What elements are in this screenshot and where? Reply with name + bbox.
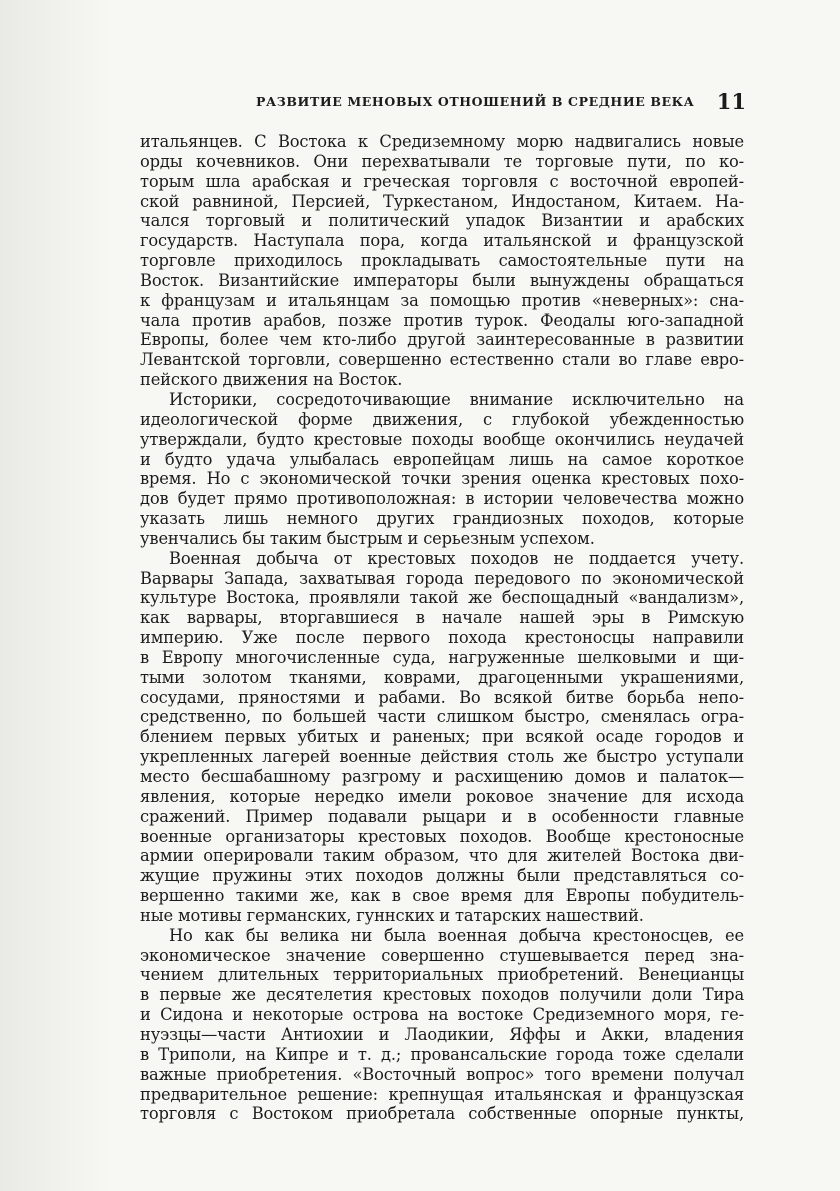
text-line: в Триполи, на Кипре и т. д.; провансальские города тоже сделали [140,1044,744,1064]
text-line: явления, которые нередко имели роковое значение для исхода [140,786,744,806]
text-line: Но как бы велика ни была военная добыча крестоносцев, ее [169,925,744,945]
text-line: культуре Востока, проявляли такой же беспощадный «вандализм», [140,588,744,608]
text-line: Восток. Византийские императоры были вынуждены обращаться [140,270,744,290]
text-line: империю. Уже после первого похода крестоносцы направили [140,628,744,648]
text-line: сражений. Пример подавали рыцари и в особенности главные [140,806,744,826]
text-line: увенчались бы таким быстрым и серьезным успехом. [140,528,595,548]
text-line: место бесшабашному разгрому и расхищению домов и палаток— [140,767,744,786]
text-line: государств. Наступала пора, когда итальянской и французской [140,231,744,251]
body-text [140,132,744,1124]
text-line: Историки, сосредоточивающие внимание исключительно на [169,389,744,409]
text-line: тыми золотом тканями, коврами, драгоценными украшениями, [140,667,744,687]
page-header [256,89,746,114]
text-line: и Сидона и некоторые острова на востоке Средиземного моря, ге- [140,1005,744,1025]
text-line: итальянцев. С Востока к Средиземному морю надвигались новые [140,132,744,151]
text-line: Варвары Запада, захватывая города передового по экономической [140,568,744,588]
text-line: утверждали, будто крестовые походы вообще окончились неудачей [140,429,744,449]
text-line: как варвары, вторгавшиеся в начале нашей эры в Римскую [140,608,744,628]
text-line: торым шла арабская и греческая торговля с восточной европей- [140,171,744,191]
text-line: нуэзцы—части Антиохии и Лаодикии, Яффы и Акки, владения [140,1024,744,1044]
text-line: средственно, по большей части слишком быстро, сменялась огра- [140,707,744,727]
text-line: экономическое значение совершенно стушевывается перед зна- [140,945,744,965]
text-line: время. Но с экономической точки зрения оценка крестовых похо- [140,469,744,489]
text-line: укрепленных лагерей военные действия столь же быстро уступали [140,747,744,767]
text-line: чением длительных территориальных приобретений. Венецианцы [140,965,744,985]
text-line: дов будет прямо противоположная: в истории человечества можно [140,489,744,509]
text-line: армии оперировали таким образом, что для жителей Востока дви- [140,846,744,866]
text-line: военные организаторы крестовых походов. Вообще крестоносные [140,826,744,846]
scan-edge-shadow [0,0,112,1191]
text-line: идеологической форме движения, с глубокой убежденностью [140,409,744,429]
text-line: ской равниной, Персией, Туркестаном, Индостаном, Китаем. На- [140,191,744,211]
page-number: 11 [716,89,746,114]
text-line: в первые же десятелетия крестовых походов получили доли Тира [140,985,744,1005]
text-line: предварительное решение: крепнущая итальянская и французская [140,1084,744,1104]
text-line: важные приобретения. «Восточный вопрос» того времени получал [140,1064,744,1084]
text-line: к французам и итальянцам за помощью против «неверных»: сна- [140,290,744,310]
running-title: РАЗВИТИЕ МЕНОВЫХ ОТНОШЕНИЙ В СРЕДНИЕ ВЕКА [256,94,695,109]
text-line: торговле приходилось прокладывать самостоятельные пути на [140,251,744,271]
text-line: пейского движения на Восток. [140,370,403,390]
text-line: орды кочевников. Они перехватывали те торговые пути, по ко- [140,151,744,171]
text-line: жущие пружины этих походов должны были представляться со- [140,866,744,886]
text-line: указать лишь немного других грандиозных походов, которые [140,509,744,529]
text-line: вершенно такими же, как в свое время для Европы побудитель- [140,886,744,906]
text-line: блением первых убитых и раненых; при всякой осаде городов и [140,727,744,747]
text-line: Европы, более чем кто-либо другой заинтересованные в развитии [140,330,744,350]
text-line: и будто удача улыбалась европейцам лишь на самое короткое [140,449,744,469]
text-line: Левантской торговли, совершенно естественно стали во главе евро- [140,350,744,370]
text-line: ные мотивы германских, гуннских и татарских нашествий. [140,905,644,925]
text-line: чался торговый и политический упадок Византии и арабских [140,211,744,231]
text-line: торговля с Востоком приобретала собственные опорные пункты, [140,1104,744,1124]
text-line: Военная добыча от крестовых походов не поддается учету. [169,548,744,568]
text-line: чала против арабов, позже против турок. Феодалы юго-западной [140,310,744,330]
text-line: сосудами, пряностями и рабами. Во всякой битве борьба непо- [140,687,744,707]
text-line: в Европу многочисленные суда, нагруженные шелковыми и щи- [140,647,744,667]
